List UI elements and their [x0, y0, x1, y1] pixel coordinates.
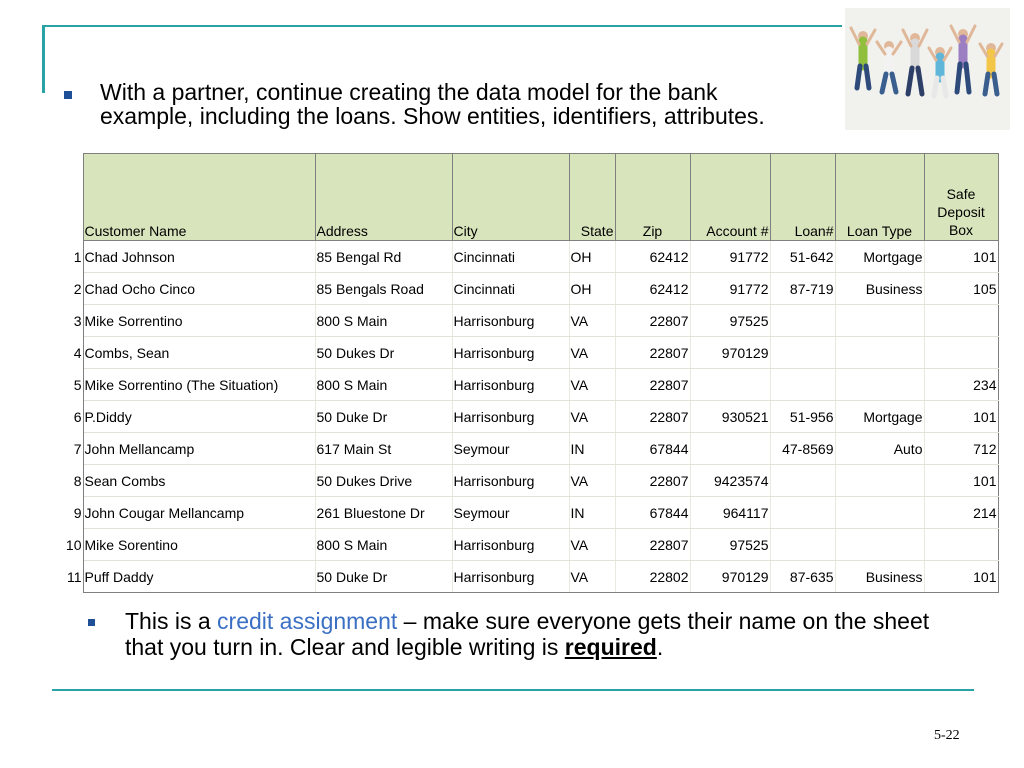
cell-safe-deposit-box: 214 [924, 497, 998, 529]
cell-state: VA [569, 337, 615, 369]
frame-line-top [42, 25, 842, 27]
cell-address: 50 Dukes Dr [315, 337, 452, 369]
cell-address: 50 Duke Dr [315, 561, 452, 593]
cell-address: 800 S Main [315, 305, 452, 337]
row-number: 8 [53, 465, 83, 497]
cell-zip: 22807 [615, 401, 690, 433]
credit-assignment-link: credit assignment [217, 608, 398, 634]
required-emphasis: required [564, 634, 657, 660]
cell-loan-type [835, 305, 924, 337]
cell-state: VA [569, 561, 615, 593]
row-number: 5 [53, 369, 83, 401]
cell-loan-number [770, 337, 835, 369]
cell-zip: 67844 [615, 433, 690, 465]
row-number: 7 [53, 433, 83, 465]
cell-safe-deposit-box [924, 305, 998, 337]
table-row [53, 305, 998, 337]
cell-customer-name: Combs, Sean [83, 337, 315, 369]
bullet-square-icon [64, 91, 72, 99]
cell-address: 50 Dukes Drive [315, 465, 452, 497]
table-row [53, 465, 998, 497]
cell-zip: 62412 [615, 273, 690, 305]
cell-zip: 22807 [615, 337, 690, 369]
cell-account: 97525 [690, 529, 770, 561]
cell-account: 97525 [690, 305, 770, 337]
row-number: 1 [53, 241, 83, 273]
frame-line-bottom [52, 689, 974, 691]
cell-city: Seymour [452, 497, 569, 529]
cell-customer-name: Mike Sorentino [83, 529, 315, 561]
cell-loan-type: Business [835, 273, 924, 305]
cell-account: 970129 [690, 337, 770, 369]
cell-customer-name: John Cougar Mellancamp [83, 497, 315, 529]
row-number: 6 [53, 401, 83, 433]
cell-account: 91772 [690, 273, 770, 305]
cell-loan-type [835, 529, 924, 561]
row-number-header [53, 154, 83, 241]
cell-account: 91772 [690, 241, 770, 273]
cell-loan-number: 87-635 [770, 561, 835, 593]
cell-safe-deposit-box: 712 [924, 433, 998, 465]
cell-zip: 22807 [615, 305, 690, 337]
cell-state: VA [569, 401, 615, 433]
cell-state: IN [569, 497, 615, 529]
cell-safe-deposit-box: 105 [924, 273, 998, 305]
cell-state: VA [569, 305, 615, 337]
credit-assignment-bullet [88, 608, 968, 660]
table-row [53, 369, 998, 401]
jumping-people-photo [845, 8, 1010, 130]
row-number: 2 [53, 273, 83, 305]
cell-loan-type: Mortgage [835, 401, 924, 433]
cell-zip: 22802 [615, 561, 690, 593]
cell-address: 85 Bengal Rd [315, 241, 452, 273]
cell-loan-number [770, 465, 835, 497]
cell-loan-number [770, 529, 835, 561]
cell-account [690, 369, 770, 401]
cell-customer-name: P.Diddy [83, 401, 315, 433]
row-number: 10 [53, 529, 83, 561]
cell-zip: 22807 [615, 529, 690, 561]
cell-loan-number [770, 497, 835, 529]
row-number: 4 [53, 337, 83, 369]
cell-city: Cincinnati [452, 273, 569, 305]
column-header-safe-deposit-box: Safe Deposit Box [924, 154, 998, 241]
cell-state: VA [569, 529, 615, 561]
cell-customer-name: John Mellancamp [83, 433, 315, 465]
cell-safe-deposit-box [924, 337, 998, 369]
cell-city: Seymour [452, 433, 569, 465]
cell-safe-deposit-box [924, 529, 998, 561]
cell-state: IN [569, 433, 615, 465]
cell-address: 800 S Main [315, 529, 452, 561]
cell-loan-type [835, 337, 924, 369]
cell-address: 50 Duke Dr [315, 401, 452, 433]
cell-city: Harrisonburg [452, 401, 569, 433]
cell-loan-number: 87-719 [770, 273, 835, 305]
row-number: 3 [53, 305, 83, 337]
cell-loan-number: 51-956 [770, 401, 835, 433]
bullet-square-icon [88, 619, 95, 626]
cell-account: 9423574 [690, 465, 770, 497]
cell-address: 261 Bluestone Dr [315, 497, 452, 529]
cell-zip: 62412 [615, 241, 690, 273]
cell-customer-name: Mike Sorrentino (The Situation) [83, 369, 315, 401]
cell-city: Harrisonburg [452, 561, 569, 593]
cell-city: Harrisonburg [452, 369, 569, 401]
column-header-loan-type: Loan Type [835, 154, 924, 241]
cell-state: OH [569, 241, 615, 273]
column-header-loan-number: Loan# [770, 154, 835, 241]
cell-address: 617 Main St [315, 433, 452, 465]
table-row [53, 561, 998, 593]
cell-loan-number [770, 305, 835, 337]
cell-loan-type [835, 369, 924, 401]
cell-safe-deposit-box: 101 [924, 465, 998, 497]
cell-loan-number [770, 369, 835, 401]
cell-loan-type: Mortgage [835, 241, 924, 273]
cell-zip: 22807 [615, 369, 690, 401]
table-row [53, 241, 998, 273]
cell-customer-name: Chad Johnson [83, 241, 315, 273]
cell-safe-deposit-box: 234 [924, 369, 998, 401]
table-row [53, 337, 998, 369]
table-row [53, 273, 998, 305]
row-number: 11 [53, 561, 83, 593]
cell-loan-type: Business [835, 561, 924, 593]
cell-safe-deposit-box: 101 [924, 561, 998, 593]
cell-city: Harrisonburg [452, 529, 569, 561]
table-row [53, 529, 998, 561]
cell-state: VA [569, 369, 615, 401]
cell-city: Harrisonburg [452, 465, 569, 497]
cell-customer-name: Mike Sorrentino [83, 305, 315, 337]
cell-account [690, 433, 770, 465]
table-row [53, 497, 998, 529]
cell-state: OH [569, 273, 615, 305]
cell-address: 800 S Main [315, 369, 452, 401]
slide-number: 5-22 [934, 728, 960, 743]
cell-customer-name: Sean Combs [83, 465, 315, 497]
cell-account: 970129 [690, 561, 770, 593]
cell-loan-number: 51-642 [770, 241, 835, 273]
column-header-city: City [452, 154, 569, 241]
cell-state: VA [569, 465, 615, 497]
instruction-text: With a partner, continue creating the data model for the bank example, including the loans. Show entities, identifiers, attributes. [100, 79, 765, 129]
cell-account: 930521 [690, 401, 770, 433]
cell-zip: 67844 [615, 497, 690, 529]
column-header-address: Address [315, 154, 452, 241]
cell-address: 85 Bengals Road [315, 273, 452, 305]
column-header-customer-name: Customer Name [83, 154, 315, 241]
column-header-account: Account # [690, 154, 770, 241]
cell-loan-type [835, 465, 924, 497]
frame-line-vertical [42, 25, 45, 93]
cell-loan-number: 47-8569 [770, 433, 835, 465]
row-number: 9 [53, 497, 83, 529]
column-header-zip: Zip [615, 154, 690, 241]
note-text-part3: . [656, 634, 664, 660]
credit-assignment-text [125, 608, 968, 660]
cell-loan-type [835, 497, 924, 529]
cell-safe-deposit-box: 101 [924, 401, 998, 433]
cell-safe-deposit-box: 101 [924, 241, 998, 273]
cell-loan-type: Auto [835, 433, 924, 465]
cell-city: Harrisonburg [452, 305, 569, 337]
customer-data-table [53, 153, 999, 593]
table-row [53, 401, 998, 433]
cell-zip: 22807 [615, 465, 690, 497]
column-header-state: State [569, 154, 615, 241]
cell-city: Harrisonburg [452, 337, 569, 369]
table-header-row [53, 154, 998, 241]
table-row [53, 433, 998, 465]
cell-customer-name: Chad Ocho Cinco [83, 273, 315, 305]
cell-customer-name: Puff Daddy [83, 561, 315, 593]
cell-account: 964117 [690, 497, 770, 529]
cell-city: Cincinnati [452, 241, 569, 273]
note-text-part1: This is a [125, 608, 218, 634]
instruction-bullet [64, 80, 804, 128]
note-text-part2: – make sure everyone gets their name on the sheet that you turn in. Clear and legible writing is [125, 608, 930, 660]
